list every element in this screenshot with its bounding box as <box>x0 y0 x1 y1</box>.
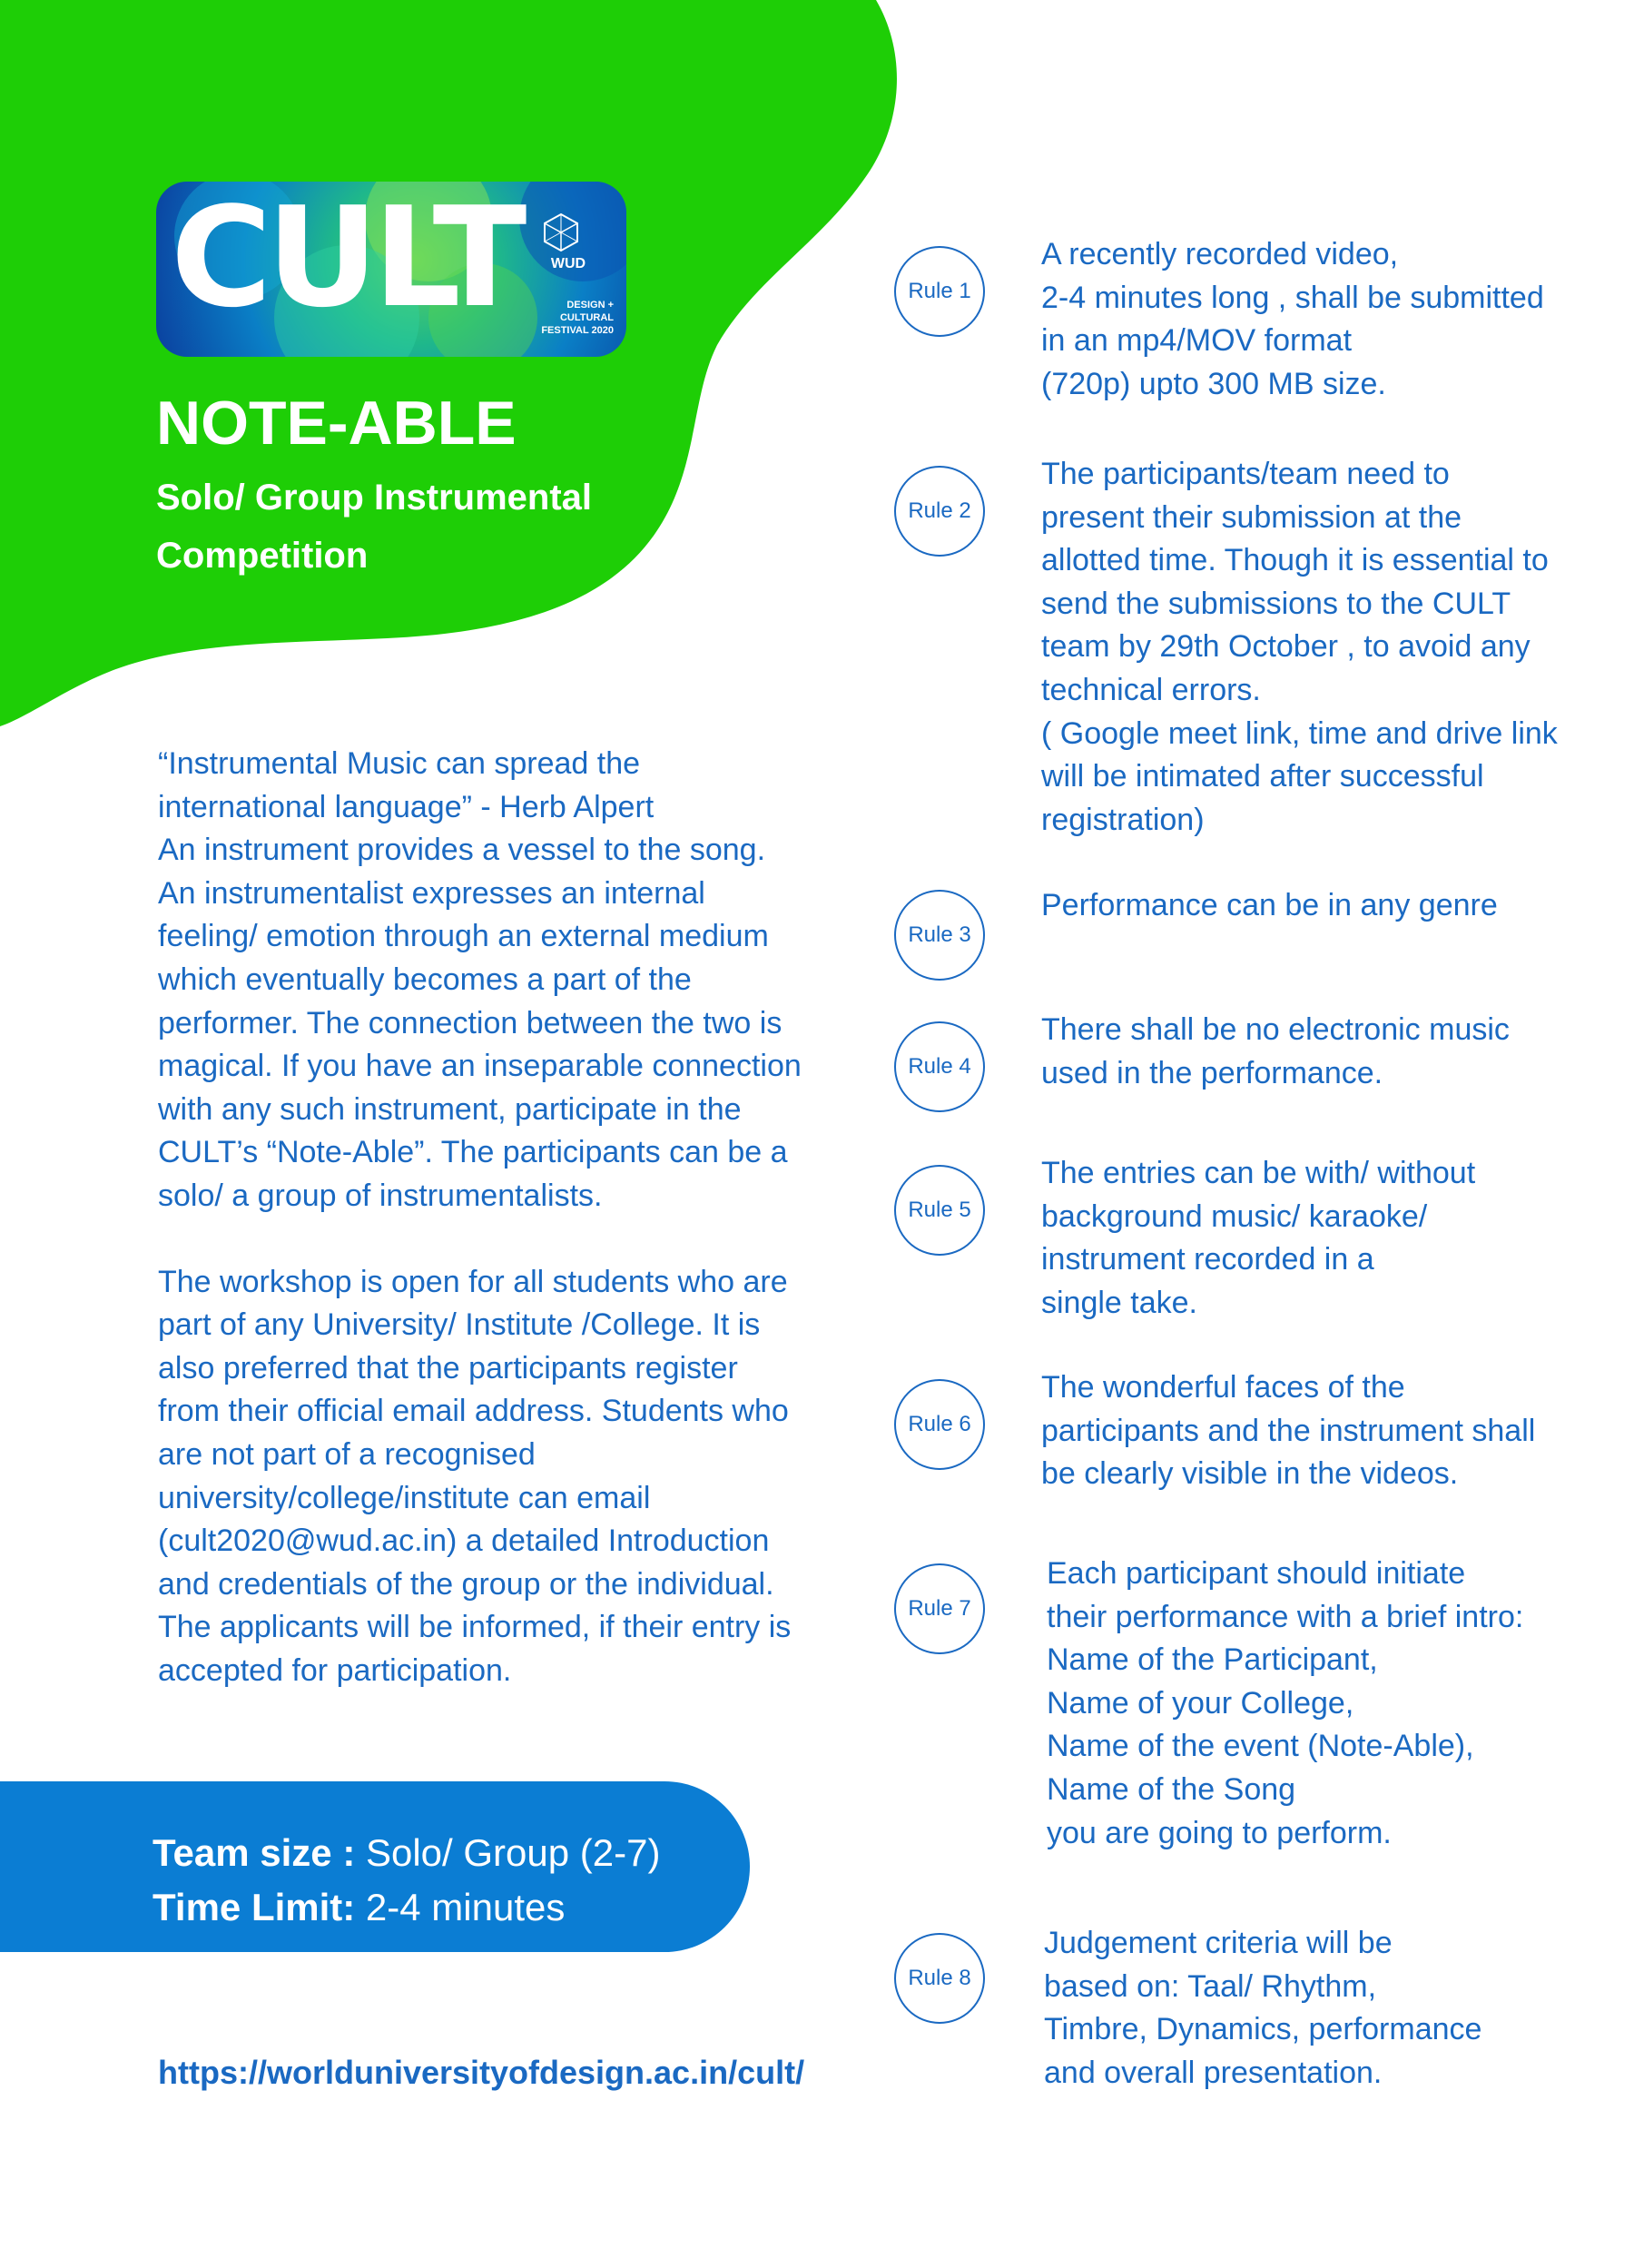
time-limit-label: Time Limit: <box>153 1886 356 1928</box>
time-limit-line <box>153 1888 565 1927</box>
event-subtitle: Solo/ Group Instrumental Competition <box>156 478 593 576</box>
rule-text: Each participant should initiate their performance with a brief intro: Name of the Participant, Name of your College, Name of the event (Note-Able), Name of the Song you are going to perform. <box>1047 1556 1524 1850</box>
rule-badge: Rule 5 <box>894 1165 985 1256</box>
intro-paragraph-2: The workshop is open for all students who are part of any University/ Institute /College. It is also preferred that the participants register from their official email address. Students who are not part of a recognised university/college/institute can email (cult2020@wud.ac.in) a detailed Introduction and credentials of the group or the individual. The applicants will be informed, if their entry is accepted for participation. <box>158 1264 792 1688</box>
intro-paragraph-1: “Instrumental Music can spread the international language” - Herb Alpert An instrument provides a vessel to the song. An instrumentalist expresses an internal feeling/ emotion through an external medium which eventually becomes a part of the performer. The connection between the two is magical. If you have an inseparable connection with any such instrument, participate in the CULT’s “Note-Able”. The participants can be a solo/ a group of instrumentalists. <box>158 746 802 1213</box>
logo-festival-line1: DESIGN + CULTURAL <box>559 300 614 323</box>
wud-geodesic-icon <box>541 212 581 252</box>
rule-badge: Rule 8 <box>894 1933 985 2024</box>
rule-badge: Rule 2 <box>894 466 985 557</box>
rule-badge: Rule 7 <box>894 1563 985 1654</box>
rule-badge: Rule 1 <box>894 246 985 337</box>
team-size-value: Solo/ Group (2-7) <box>355 1831 661 1874</box>
logo-festival-line2: FESTIVAL 2020 <box>541 324 614 336</box>
cult-logo <box>156 182 626 357</box>
rule-badge: Rule 6 <box>894 1379 985 1470</box>
rule-text: There shall be no electronic music used in the performance. <box>1041 1012 1510 1090</box>
rule-text: The entries can be with/ without background music/ karaoke/ instrument recorded in a single take. <box>1041 1156 1476 1320</box>
rule-text: Judgement criteria will be based on: Taal/ Rhythm, Timbre, Dynamics, performance and overall presentation. <box>1044 1926 1482 2090</box>
time-limit-value: 2-4 minutes <box>355 1886 566 1928</box>
rule-text: Performance can be in any genre <box>1041 888 1498 922</box>
logo-wordmark: CULT <box>171 182 522 338</box>
website-link[interactable]: https://worlduniversityofdesign.ac.in/cult/ <box>158 2054 805 2091</box>
event-title: NOTE-ABLE <box>156 389 517 458</box>
header-green-blob <box>0 0 917 735</box>
rule-text: A recently recorded video, 2-4 minutes long , shall be submitted in an mp4/MOV format (720p) upto 300 MB size. <box>1041 237 1544 401</box>
logo-festival-text <box>523 300 614 337</box>
team-info-banner <box>0 1781 750 1952</box>
rule-text: The participants/team need to present their submission at the allotted time. Though it is essential to send the submissions to the CULT team by 29th October , to avoid any technical errors. ( Google meet link, time and drive link will be intimated after successful registration) <box>1041 457 1558 837</box>
rule-badge: Rule 4 <box>894 1021 985 1112</box>
intro-text <box>158 743 830 1692</box>
rule-badge: Rule 3 <box>894 890 985 981</box>
team-size-line <box>153 1831 661 1874</box>
logo-org-name: WUD <box>550 256 586 271</box>
rule-text: The wonderful faces of the participants and the instrument shall be clearly visible in the videos. <box>1041 1370 1536 1492</box>
team-size-label: Team size : <box>153 1831 356 1874</box>
